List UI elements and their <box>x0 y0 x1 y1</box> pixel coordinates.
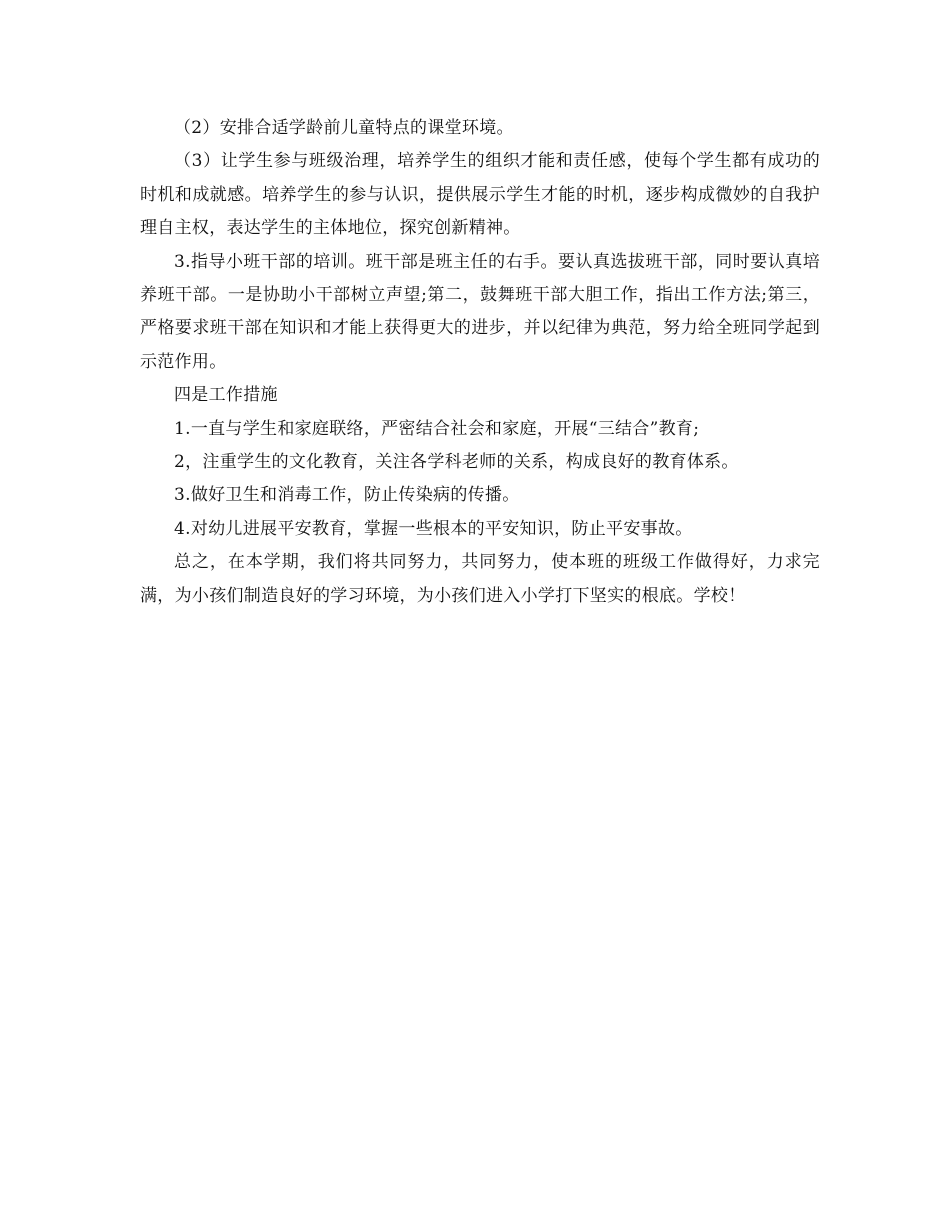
section-heading-work-measures: 四是工作措施 <box>174 385 278 406</box>
list-item-family-contact: 1.一直与学生和家庭联络，严密结合社会和家庭，开展“三结合”教育; <box>174 418 700 439</box>
list-item-hygiene: 3.做好卫生和消毒工作，防止传染病的传播。 <box>174 485 520 506</box>
paragraph-arrange-environment: （2）安排合适学龄前儿童特点的课堂环境。 <box>174 118 514 138</box>
list-item-safety-education: 4.对幼儿进展平安教育，掌握一些根本的平安知识，防止平安事故。 <box>174 518 693 539</box>
document-body <box>140 112 820 613</box>
paragraph-conclusion: 总之，在本学期，我们将共同努力，共同努力，使本班的班级工作做得好，力求完满，为小孩们制造良好的学习环境，为小孩们进入小学打下坚实的根底。学校！ <box>140 552 820 606</box>
paragraph-class-cadre-training: 3.指导小班干部的培训。班干部是班主任的右手。要认真选拔班干部，同时要认真培养班干部。一是协助小干部树立声望;第二，鼓舞班干部大胆工作，指出工作方法;第三，严格要求班干部在知识和才能上获得更大的进步，并以纪律为典范，努力给全班同学起到示范作用。 <box>140 251 820 372</box>
list-item-culture-education: 2，注重学生的文化教育，关注各学科老师的关系，构成良好的教育体系。 <box>174 452 739 473</box>
paragraph-student-participation: （3）让学生参与班级治理，培养学生的组织才能和责任感，使每个学生都有成功的时机和成就感。培养学生的参与认识，提供展示学生才能的时机，逐步构成微妙的自我护理自主权，表达学生的主体地位，探究创新精神。 <box>140 151 820 239</box>
